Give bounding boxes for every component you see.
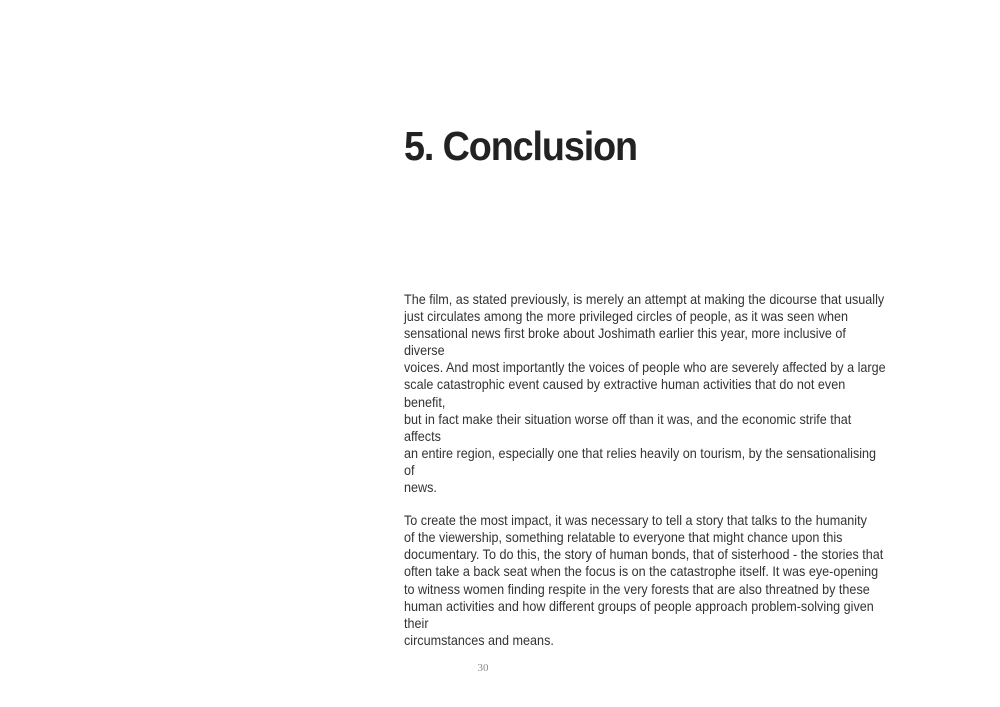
section-title: 5. Conclusion (404, 123, 637, 169)
paragraph-1: The film, as stated previously, is merely an attempt at making the dicourse that usually just circulates among the more privileged circles of people, as it was seen when sensational news first broke about Joshimath earlier this year, more inclusive of diverse voices. And most importantly the voices of people who are severely affected by a large scale catastrophic event caused by extractive human activities that do not even benefit, but in fact make their situation worse off than it was, and the economic strife that affects an entire region, especially one that relies heavily on tourism, by the sensationalising of news. (404, 291, 886, 496)
page-number: 30 (477, 662, 489, 674)
paragraph-2: To create the most impact, it was necessary to tell a story that talks to the humanity of the viewership, something relatable to everyone that might chance upon this documentary. To do this, the story of human bonds, that of sisterhood - the stories that often take a back seat when the focus is on the catastrophe itself. It was eye-opening to witness women finding respite in the very forests that are also threatned by these human activities and how different groups of people approach problem-solving given their circumstances and means. (404, 512, 884, 648)
body-text (404, 291, 890, 665)
